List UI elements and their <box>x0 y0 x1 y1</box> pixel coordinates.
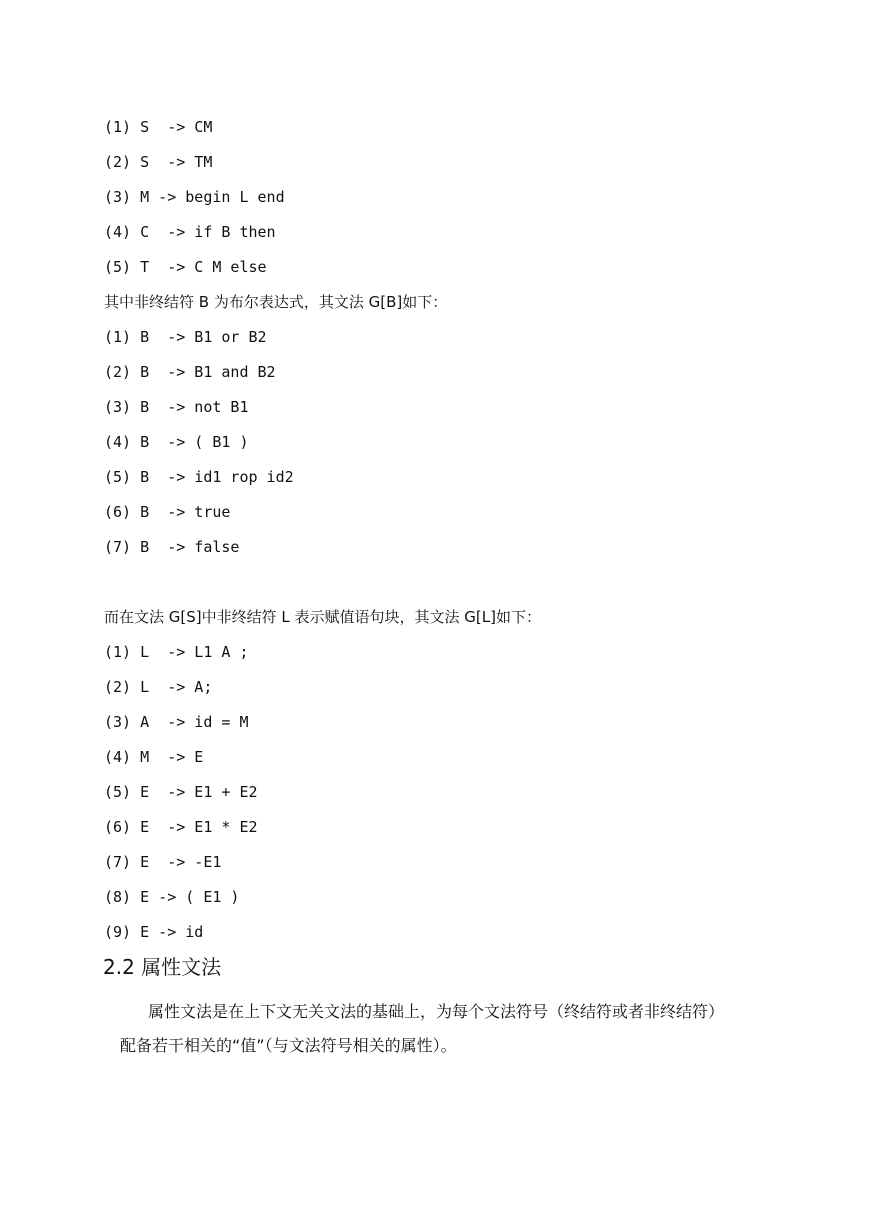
grammar-l-rule-8: (8) E -> ( E1 ) <box>104 888 240 906</box>
grammar-b-rule-7: (7) B -> false <box>104 538 240 556</box>
grammar-b-rule-5: (5) B -> id1 rop id2 <box>104 468 294 486</box>
grammar-b-rule-2: (2) B -> B1 and B2 <box>104 363 276 381</box>
grammar-b-rule-6: (6) B -> true <box>104 503 231 521</box>
grammar-s-rule-2: (2) S -> TM <box>104 153 213 171</box>
grammar-l-rule-3: (3) A -> id = M <box>104 713 249 731</box>
grammar-l-rule-7: (7) E -> -E1 <box>104 853 222 871</box>
grammar-b-rule-4: (4) B -> ( B1 ) <box>104 433 249 451</box>
grammar-l-rule-5: (5) E -> E1 + E2 <box>104 783 258 801</box>
section-paragraph-line-2: 配备若干相关的“值”（与文法符号相关的属性）。 <box>120 1036 457 1055</box>
grammar-s-rule-4: (4) C -> if B then <box>104 223 276 241</box>
section-paragraph-line-1: 属性文法是在上下文无关文法的基础上，为每个文法符号（终结符或者非终结符） <box>148 1002 725 1021</box>
grammar-l-rule-6: (6) E -> E1 * E2 <box>104 818 258 836</box>
grammar-l-intro: 而在文法 G[S]中非终结符 L 表示赋值语句块，其文法 G[L]如下： <box>104 608 541 626</box>
grammar-l-rule-9: (9) E -> id <box>104 923 204 941</box>
grammar-b-intro: 其中非终结符 B 为布尔表达式，其文法 G[B]如下： <box>104 293 448 311</box>
grammar-s-rule-5: (5) T -> C M else <box>104 258 267 276</box>
grammar-l-rule-2: (2) L -> A; <box>104 678 213 696</box>
grammar-s-rule-3: (3) M -> begin L end <box>104 188 285 206</box>
grammar-b-rule-3: (3) B -> not B1 <box>104 398 249 416</box>
section-heading: 2.2 属性文法 <box>103 955 222 979</box>
grammar-s-rule-1: (1) S -> CM <box>104 118 213 136</box>
grammar-l-rule-4: (4) M -> E <box>104 748 204 766</box>
grammar-b-rule-1: (1) B -> B1 or B2 <box>104 328 267 346</box>
grammar-l-rule-1: (1) L -> L1 A ; <box>104 643 249 661</box>
